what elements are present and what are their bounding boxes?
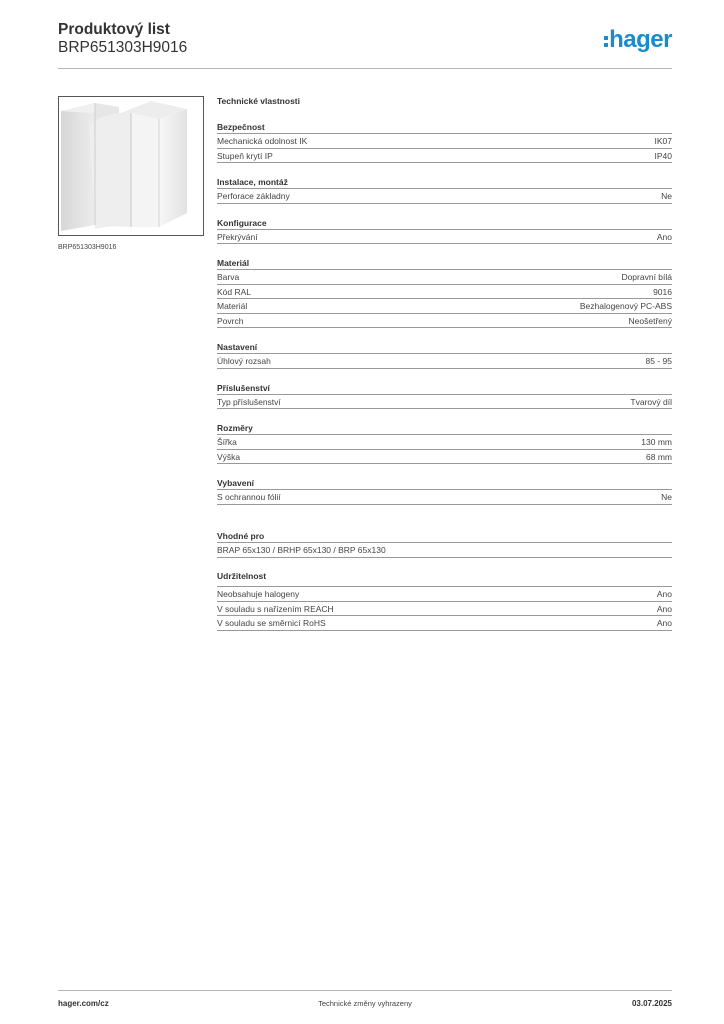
spec-label: Typ příslušenství bbox=[217, 396, 281, 407]
footer-date: 03.07.2025 bbox=[631, 999, 672, 1008]
spec-label: Výška bbox=[217, 451, 241, 462]
spec-value: Ano bbox=[656, 231, 672, 242]
spec-value: Tvarový díl bbox=[630, 396, 672, 407]
section-title: Udržitelnost bbox=[217, 569, 672, 587]
section-title: Konfigurace bbox=[217, 217, 672, 230]
spec-label: V souladu se směrnicí RoHS bbox=[217, 618, 326, 628]
spec-row bbox=[217, 299, 672, 314]
spec-label: Mechanická odolnost IK bbox=[217, 136, 308, 146]
sustainability-section bbox=[217, 569, 672, 631]
spec-row bbox=[217, 285, 672, 300]
spec-value: 9016 bbox=[653, 286, 672, 297]
header-divider bbox=[58, 68, 672, 69]
spec-row bbox=[217, 450, 672, 465]
spec-value: Ne bbox=[661, 492, 672, 502]
spec-section bbox=[217, 341, 672, 369]
spec-value: 85 - 95 bbox=[645, 356, 672, 366]
spec-label: Překrývání bbox=[217, 231, 258, 242]
spec-row bbox=[217, 543, 672, 558]
spec-section bbox=[217, 121, 672, 163]
spec-label: BRAP 65x130 / BRHP 65x130 / BRP 65x130 bbox=[217, 545, 386, 555]
section-title: Příslušenství bbox=[217, 382, 672, 395]
suitable-for-section bbox=[217, 530, 672, 558]
spec-row bbox=[217, 189, 672, 204]
spec-sections bbox=[217, 121, 672, 505]
spec-label: Materiál bbox=[217, 301, 248, 311]
spec-section bbox=[217, 257, 672, 328]
spec-section bbox=[217, 217, 672, 245]
spec-row bbox=[217, 435, 672, 450]
spec-value: 130 mm bbox=[641, 437, 672, 447]
spec-row bbox=[217, 395, 672, 410]
section-title: Vybavení bbox=[217, 477, 672, 490]
spec-value: Ano bbox=[656, 589, 672, 599]
spec-row bbox=[217, 134, 672, 149]
spec-label: Šířka bbox=[217, 437, 237, 447]
spec-label: S ochrannou fólií bbox=[217, 492, 281, 502]
page-header bbox=[58, 21, 672, 69]
spec-row bbox=[217, 354, 672, 369]
spec-label: Neobsahuje halogeny bbox=[217, 589, 300, 599]
spec-section bbox=[217, 422, 672, 464]
spec-row bbox=[217, 616, 672, 631]
spec-value: Dopravní bílá bbox=[621, 272, 672, 282]
spec-row bbox=[217, 314, 672, 329]
section-title: Rozměry bbox=[217, 422, 672, 435]
spec-value: Ano bbox=[656, 618, 672, 628]
spec-row bbox=[217, 230, 672, 245]
spec-section bbox=[217, 176, 672, 204]
spec-value: IK07 bbox=[654, 136, 672, 146]
spec-label: V souladu s nařízením REACH bbox=[217, 603, 334, 614]
spec-value: IP40 bbox=[654, 150, 672, 161]
spec-label: Stupeň krytí IP bbox=[217, 150, 273, 161]
specs-title: Technické vlastnosti bbox=[217, 96, 300, 106]
page-footer bbox=[58, 990, 672, 1012]
product-code: BRP651303H9016 bbox=[58, 39, 188, 56]
spec-row bbox=[217, 270, 672, 285]
logo-text: hager bbox=[609, 26, 672, 53]
product-image bbox=[58, 96, 204, 236]
spec-row bbox=[217, 149, 672, 164]
document-title: Produktový list bbox=[58, 21, 170, 38]
section-title: Vhodné pro bbox=[217, 530, 672, 543]
spec-label: Kód RAL bbox=[217, 286, 252, 297]
spec-value: Ne bbox=[661, 191, 672, 201]
corner-duct-fitting-icon bbox=[59, 97, 204, 236]
spec-label: Perforace základny bbox=[217, 191, 290, 201]
spec-value: Neošetřený bbox=[628, 315, 672, 326]
technical-specs bbox=[217, 94, 672, 518]
footer-notice: Technické změny vyhrazeny bbox=[318, 999, 412, 1008]
spec-value: Bezhalogenový PC-ABS bbox=[579, 301, 672, 311]
spec-row bbox=[217, 587, 672, 602]
spec-label: Úhlový rozsah bbox=[217, 356, 271, 366]
footer-website-link[interactable]: hager.com/cz bbox=[58, 999, 109, 1008]
section-title: Materiál bbox=[217, 257, 672, 270]
spec-row bbox=[217, 602, 672, 617]
spec-value: Ano bbox=[656, 603, 672, 614]
spec-label: Povrch bbox=[217, 315, 244, 326]
spec-row bbox=[217, 490, 672, 505]
spec-section bbox=[217, 382, 672, 410]
image-caption: BRP651303H9016 bbox=[58, 244, 117, 251]
spec-label: Barva bbox=[217, 272, 240, 282]
section-title: Instalace, montáž bbox=[217, 176, 672, 189]
spec-section bbox=[217, 477, 672, 505]
section-title: Bezpečnost bbox=[217, 121, 672, 134]
spec-value: 68 mm bbox=[646, 451, 672, 462]
hager-logo[interactable] bbox=[604, 28, 672, 52]
logo-dots-icon bbox=[604, 36, 608, 47]
sustainability-rows bbox=[217, 587, 672, 631]
section-title: Nastavení bbox=[217, 341, 672, 354]
